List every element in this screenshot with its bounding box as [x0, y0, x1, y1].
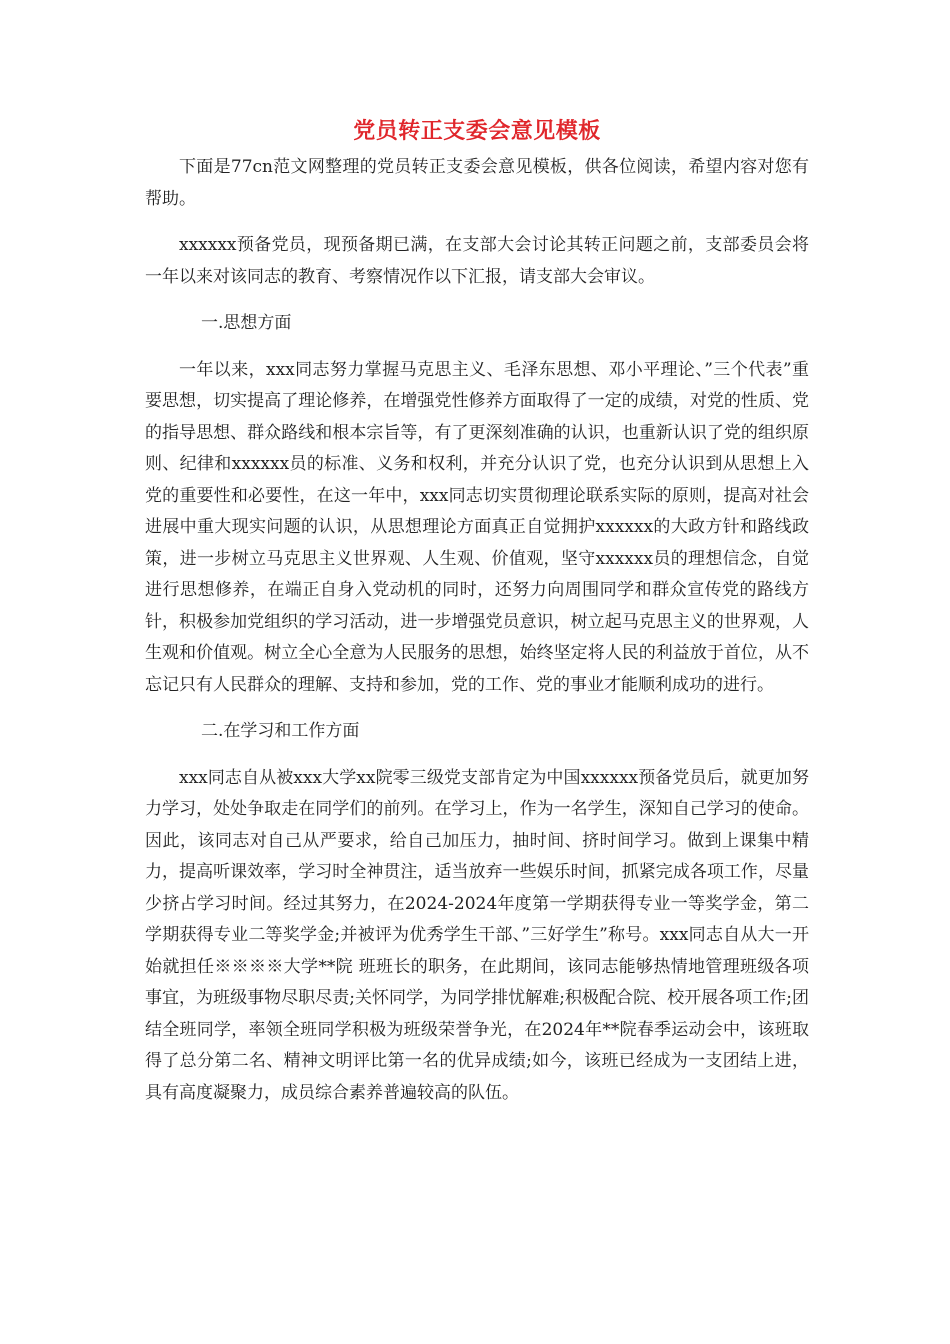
- document-page: [145, 112, 809, 1109]
- opening-paragraph: xxxxxx预备党员，现预备期已满，在支部大会讨论其转正问题之前，支部委员会将一年以来对该同志的教育、考察情况作以下汇报，请支部大会审议。: [145, 235, 809, 287]
- section-body-study-work: xxx同志自从被xxx大学xx院零三级党支部肯定为中国xxxxxx预备党员后，就更加努力学习，处处争取走在同学们的前列。在学习上，作为一名学生，深知自己学习的使命。因此，该同志对自己从严要求，给自己加压力，抽时间、挤时间学习。做到上课集中精力，提高听课效率，学习时全神贯注，适当放弃一些娱乐时间，抓紧完成各项工作，尽量少挤占学习时间。经过其努力，在2024-2024年度第一学期获得专业一等奖学金，第二学期获得专业二等奖学金;并被评为优秀学生干部、”三好学生”称号。xxx同志自从大一开始就担任※※※※大学**院 班班长的职务，在此期间，该同志能够热情地管理班级各项事宜，为班级事物尽职尽责;关怀同学，为同学排忧解难;积极配合院、校开展各项工作;团结全班同学，率领全班同学积极为班级荣誉争光，在2024年**院春季运动会中，该班取得了总分第二名、精神文明评比第一名的优异成绩;如今，该班已经成为一支团结上进，具有高度凝聚力，成员综合素养普遍较高的队伍。: [145, 767, 809, 1103]
- intro-paragraph: 下面是77cn范文网整理的党员转正支委会意见模板，供各位阅读，希望内容对您有帮助。: [145, 157, 809, 209]
- section-heading-thought: 一.思想方面: [201, 313, 292, 333]
- section-body-thought: 一年以来，xxx同志努力掌握马克思主义、毛泽东思想、邓小平理论、”三个代表”重要思想，切实提高了理论修养，在增强党性修养方面取得了一定的成绩，对党的性质、党的指导思想、群众路线和根本宗旨等，有了更深刻准确的认识，也重新认识了党的组织原则、纪律和xxxxxx员的标准、义务和权利，并充分认识了党，也充分认识到从思想上入党的重要性和必要性，在这一年中，xxx同志切实贯彻理论联系实际的原则，提高对社会进展中重大现实问题的认识，从思想理论方面真正自觉拥护xxxxxx的大政方针和路线政策，进一步树立马克思主义世界观、人生观、价值观，坚守xxxxxx员的理想信念，自觉进行思想修养，在端正自身入党动机的同时，还努力向周围同学和群众宣传党的路线方针，积极参加党组织的学习活动，进一步增强党员意识，树立起马克思主义的世界观，人生观和价值观。树立全心全意为人民服务的思想，始终坚定将人民的利益放于首位，从不忘记只有人民群众的理解、支持和参加，党的工作、党的事业才能顺利成功的进行。: [145, 359, 809, 695]
- section-heading-study-work: 二.在学习和工作方面: [201, 721, 360, 741]
- document-title: 党员转正支委会意见模板: [353, 119, 601, 144]
